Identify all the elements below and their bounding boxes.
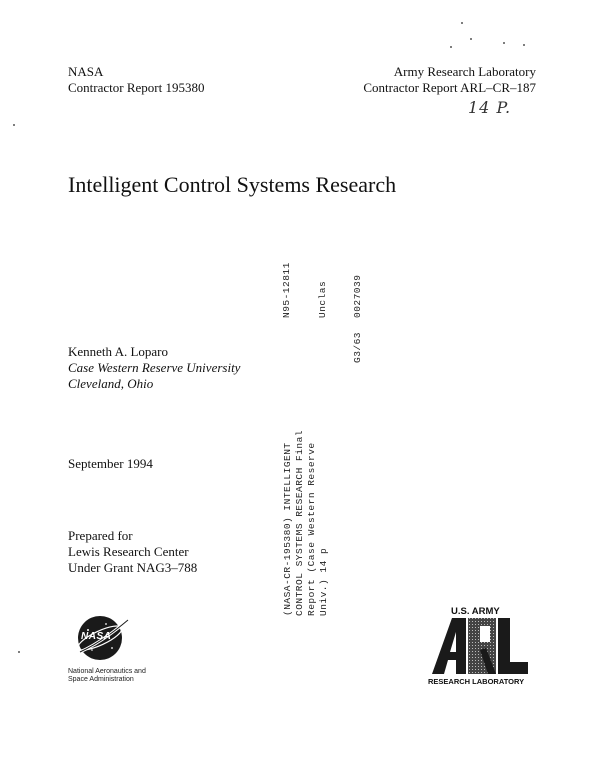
scan-speck bbox=[523, 44, 525, 46]
prepared-for-block bbox=[68, 528, 197, 576]
document-id: 0027039 bbox=[352, 274, 363, 318]
citation-line-2: CONTROL SYSTEMS RESEARCH Final bbox=[294, 429, 305, 616]
arl-agency-label: Army Research Laboratory bbox=[393, 64, 536, 79]
author-affiliation: Case Western Reserve University bbox=[68, 360, 241, 375]
army-logo-top-text: U.S. ARMY bbox=[451, 606, 500, 617]
prepared-for-label: Prepared for bbox=[68, 528, 133, 543]
citation-line-4: Univ.) 14 p bbox=[318, 547, 329, 616]
nasa-report-number: Contractor Report 195380 bbox=[68, 80, 205, 95]
author-location: Cleveland, Ohio bbox=[68, 376, 154, 391]
nasa-caption-line-1: National Aeronautics and bbox=[68, 668, 146, 675]
author-block bbox=[68, 344, 240, 392]
header-left bbox=[68, 64, 204, 96]
classification-status: Unclas bbox=[317, 280, 328, 318]
citation-line-1: (NASA-CR-195380) INTELLIGENT bbox=[282, 442, 293, 616]
prepared-for-grant: Under Grant NAG3–788 bbox=[68, 560, 198, 575]
citation-line-3: Report (Case Western Reserve bbox=[306, 442, 317, 616]
scan-speck bbox=[470, 38, 472, 40]
report-date-block bbox=[68, 456, 153, 472]
nasa-logo bbox=[72, 612, 132, 664]
nasa-agency-label: NASA bbox=[68, 64, 104, 79]
report-date: September 1994 bbox=[68, 456, 153, 471]
arl-report-number: Contractor Report ARL–CR–187 bbox=[363, 80, 536, 95]
prepared-for-center: Lewis Research Center bbox=[68, 544, 189, 559]
army-logo-bottom-text: RESEARCH LABORATORY bbox=[428, 677, 525, 686]
category-code: G3/63 bbox=[352, 331, 363, 363]
arl-mark-icon bbox=[430, 618, 530, 674]
report-title: Intelligent Control Systems Research bbox=[68, 172, 397, 197]
nasa-logo-text: NASA bbox=[81, 631, 112, 642]
arl-logo bbox=[430, 618, 530, 674]
scan-speck bbox=[461, 22, 463, 24]
scan-speck bbox=[450, 46, 452, 48]
scan-speck bbox=[503, 42, 505, 44]
scan-speck bbox=[18, 651, 20, 653]
accession-number: N95-12811 bbox=[281, 262, 292, 318]
header-right bbox=[330, 64, 536, 96]
scan-speck bbox=[13, 124, 15, 126]
author-name: Kenneth A. Loparo bbox=[68, 344, 169, 359]
nasa-caption bbox=[68, 668, 146, 684]
nasa-caption-line-2: Space Administration bbox=[68, 676, 134, 683]
handwritten-page-count: 14 P. bbox=[468, 98, 512, 117]
